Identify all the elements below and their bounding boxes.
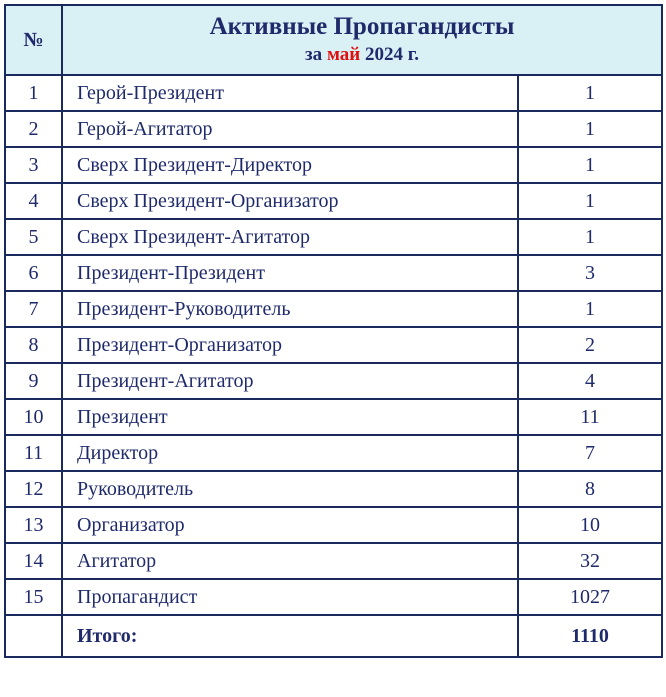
row-rank-name: Президент-Президент	[62, 255, 518, 291]
table-row	[5, 579, 662, 615]
table-row	[5, 363, 662, 399]
row-rank-name: Президент-Руководитель	[62, 291, 518, 327]
total-row	[5, 615, 662, 657]
table-row	[5, 435, 662, 471]
row-count: 10	[518, 507, 662, 543]
row-rank-name: Президент	[62, 399, 518, 435]
table-row	[5, 291, 662, 327]
row-rank-name: Сверх Президент-Директор	[62, 147, 518, 183]
row-number: 9	[5, 363, 62, 399]
row-rank-name: Президент-Агитатор	[62, 363, 518, 399]
row-count: 1	[518, 111, 662, 147]
propagandists-table	[4, 4, 663, 658]
row-count: 32	[518, 543, 662, 579]
row-count: 1	[518, 219, 662, 255]
table-row	[5, 507, 662, 543]
row-number: 15	[5, 579, 62, 615]
row-number: 4	[5, 183, 62, 219]
row-rank-name: Сверх Президент-Агитатор	[62, 219, 518, 255]
total-label: Итого:	[62, 615, 518, 657]
subtitle-month: май	[326, 44, 361, 65]
table-header	[5, 5, 662, 75]
row-number: 7	[5, 291, 62, 327]
subtitle-suffix: 2024 г.	[364, 44, 419, 65]
row-count: 4	[518, 363, 662, 399]
row-count: 2	[518, 327, 662, 363]
row-count: 1	[518, 291, 662, 327]
table-row	[5, 471, 662, 507]
table-row	[5, 183, 662, 219]
row-number: 10	[5, 399, 62, 435]
row-count: 1	[518, 183, 662, 219]
row-number: 2	[5, 111, 62, 147]
subtitle-prefix: за	[305, 44, 323, 65]
row-rank-name: Сверх Президент-Организатор	[62, 183, 518, 219]
row-count: 1027	[518, 579, 662, 615]
row-number: 11	[5, 435, 62, 471]
row-rank-name: Агитатор	[62, 543, 518, 579]
table-row	[5, 399, 662, 435]
row-number: 13	[5, 507, 62, 543]
row-rank-name: Президент-Организатор	[62, 327, 518, 363]
row-number: 6	[5, 255, 62, 291]
number-column-header: №	[5, 5, 62, 75]
table-row	[5, 543, 662, 579]
row-number: 12	[5, 471, 62, 507]
row-count: 1	[518, 147, 662, 183]
row-count: 1	[518, 75, 662, 111]
total-number-cell	[5, 615, 62, 657]
row-count: 3	[518, 255, 662, 291]
table-row	[5, 255, 662, 291]
row-number: 14	[5, 543, 62, 579]
table-subtitle	[63, 42, 661, 68]
row-rank-name: Герой-Президент	[62, 75, 518, 111]
table-title: Активные Пропагандисты	[209, 13, 515, 40]
row-rank-name: Директор	[62, 435, 518, 471]
row-number: 1	[5, 75, 62, 111]
row-rank-name: Герой-Агитатор	[62, 111, 518, 147]
total-value: 1110	[518, 615, 662, 657]
row-count: 7	[518, 435, 662, 471]
row-rank-name: Руководитель	[62, 471, 518, 507]
table-row	[5, 327, 662, 363]
row-number: 8	[5, 327, 62, 363]
row-count: 8	[518, 471, 662, 507]
table-row	[5, 75, 662, 111]
table-row	[5, 147, 662, 183]
table-title-cell	[62, 5, 662, 75]
table-row	[5, 111, 662, 147]
table-row	[5, 219, 662, 255]
row-number: 3	[5, 147, 62, 183]
row-count: 11	[518, 399, 662, 435]
row-rank-name: Пропагандист	[62, 579, 518, 615]
row-number: 5	[5, 219, 62, 255]
row-rank-name: Организатор	[62, 507, 518, 543]
